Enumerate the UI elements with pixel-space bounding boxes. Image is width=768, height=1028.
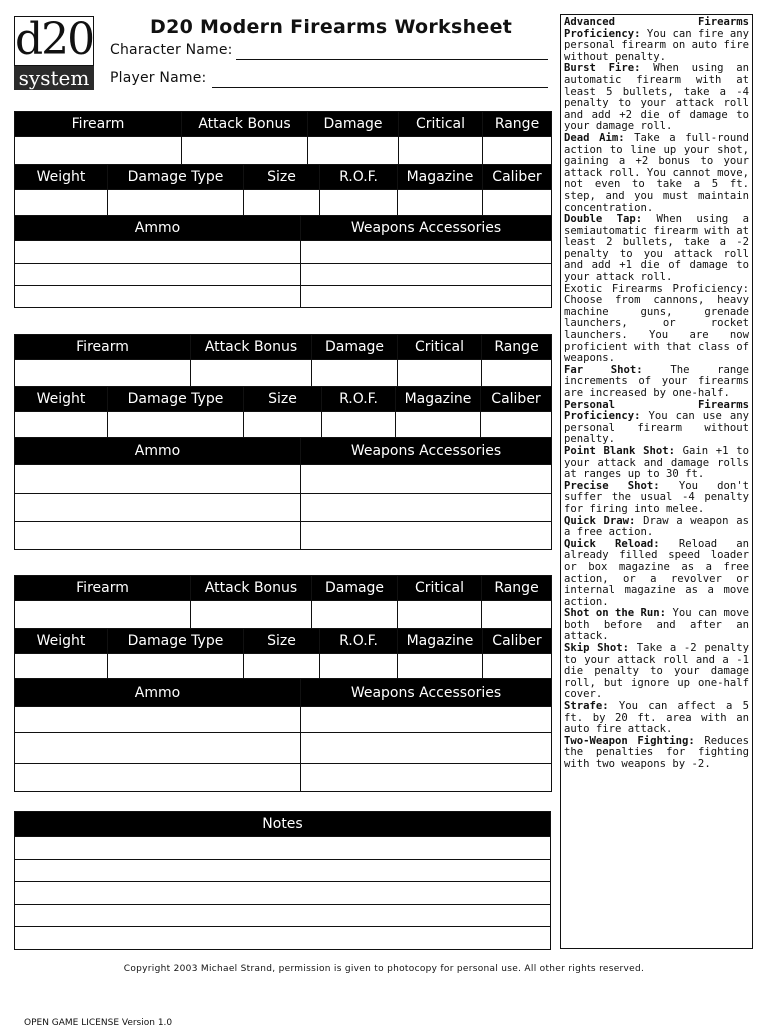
firearm-block-3-ammo [14,678,552,792]
damage-cell[interactable] [308,137,399,165]
header-critical: Critical [398,576,482,601]
header-accessories: Weapons Accessories [301,679,552,707]
feat-description: When using an automatic firearm with at least 5 bullets, take a -4 penalty to your attack roll and add +2 die of damage to your damage roll. [564,62,749,133]
attack-bonus-cell[interactable] [191,601,312,629]
accessory-cell[interactable] [301,494,552,522]
damage-type-cell[interactable] [108,412,244,438]
feat-entry [564,400,749,446]
feat-entry [564,284,749,365]
feat-description: Draw a weapon as a free action. [564,514,749,539]
header-range: Range [482,576,552,601]
critical-cell[interactable] [398,601,482,629]
firearm-block-2-ammo [14,437,552,550]
feat-entry [564,539,749,609]
firearm-block-2 [14,334,552,387]
header-magazine: Magazine [398,165,483,190]
header-rof: R.O.F. [320,165,398,190]
weight-cell[interactable] [15,412,108,438]
character-name-label: Character Name: [110,42,233,58]
header-critical: Critical [398,335,482,360]
damage-cell[interactable] [312,360,398,387]
feat-entry [564,516,749,539]
firearm-block-1 [14,111,552,165]
firearm-block-1-ammo [14,215,552,308]
attack-bonus-cell[interactable] [191,360,312,387]
weight-cell[interactable] [15,654,108,679]
feat-name: Strafe: [564,700,609,713]
ammo-cell[interactable] [15,465,301,494]
firearm-block-3-stats [14,628,552,679]
notes-table [14,811,551,950]
caliber-cell[interactable] [483,190,552,216]
notes-line[interactable] [15,882,551,905]
feat-name: Shot on the Run: [564,607,667,620]
feat-name: Two-Weapon Fighting: [564,734,695,747]
accessory-cell[interactable] [301,241,552,264]
firearm-block-3 [14,575,552,629]
range-cell[interactable] [482,601,552,629]
header-ammo: Ammo [15,679,301,707]
feat-entry [564,481,749,516]
character-name-field[interactable] [236,59,548,60]
feat-description: Gain +1 to your attack and damage rolls at ranges up to 30 ft. [564,444,749,481]
feat-entry [564,214,749,284]
logo-system-text: system [14,66,94,90]
damage-type-cell[interactable] [108,190,244,216]
header-damage-type: Damage Type [108,629,244,654]
feat-name: Skip Shot: [564,642,630,655]
header-ammo: Ammo [15,438,301,465]
accessory-cell[interactable] [301,264,552,286]
page-title: D20 Modern Firearms Worksheet [150,16,513,38]
critical-cell[interactable] [398,360,482,387]
feat-description: Take a -2 penalty to your attack roll and a -1 die penalty to your damage roll, but ignore up one-half cover. [564,642,749,701]
header-damage-type: Damage Type [108,387,244,412]
feat-entry [564,446,749,481]
header-size: Size [244,629,320,654]
ogl-notice: OPEN GAME LICENSE Version 1.0 [24,1018,173,1028]
feat-entry [564,643,749,701]
header-magazine: Magazine [398,629,483,654]
header-critical: Critical [399,112,483,137]
header-range: Range [482,335,552,360]
feat-name: Double Tap: [564,213,643,226]
header-accessories: Weapons Accessories [301,216,552,241]
feat-description: Exotic Firearms Proficiency: Choose from cannons, heavy machine guns, grenade launchers, or rocket launchers. You are now proficient with that class of weapons. [564,282,749,365]
damage-type-cell[interactable] [108,654,244,679]
header-weight: Weight [15,387,108,412]
feat-entry [564,701,749,736]
header-firearm: Firearm [15,576,191,601]
notes-header: Notes [15,812,551,837]
feat-description: You can affect a 5 ft. by 20 ft. area with an auto fire attack. [564,700,749,736]
firearm-block-2-stats [14,386,552,438]
feat-description: You don't suffer the usual -4 penalty for firing into melee. [564,479,749,515]
feat-name: Quick Draw: [564,514,636,527]
size-cell[interactable] [244,412,322,438]
feat-entry [564,133,749,214]
feat-description: The range increments of your firearms are increased by one-half. [564,363,750,399]
player-name-field[interactable] [212,87,548,88]
header-range: Range [483,112,552,137]
feat-description: You can fire any personal firearm on auto fire without penalty. [564,27,749,63]
feat-description: You can move both before and after an attack. [564,607,749,643]
accessory-cell[interactable] [301,733,552,764]
accessory-cell[interactable] [301,465,552,494]
feat-description: When using a semiautomatic firearm with at least 2 bullets, take a -2 penalty to you attack roll and add +1 die of damage to your attack roll. [564,213,749,284]
header-ammo: Ammo [15,216,301,241]
header-rof: R.O.F. [322,387,396,412]
range-cell[interactable] [483,137,552,165]
accessory-cell[interactable] [301,522,552,550]
feat-entry [564,17,749,63]
header-rof: R.O.F. [320,629,398,654]
notes-line[interactable] [15,905,551,927]
feat-name: Personal Firearms Proficiency: [564,398,749,423]
feat-description: You can use any personal firearm without penalty. [564,410,749,446]
feat-entry [564,736,749,771]
header-accessories: Weapons Accessories [301,438,552,465]
magazine-cell[interactable] [398,190,483,216]
size-cell[interactable] [244,654,320,679]
ammo-cell[interactable] [15,264,301,286]
header-attack-bonus: Attack Bonus [191,576,312,601]
firearm-cell[interactable] [15,137,182,165]
header-damage: Damage [308,112,399,137]
player-name-label: Player Name: [110,70,207,86]
ammo-cell[interactable] [15,241,301,264]
damage-cell[interactable] [312,601,398,629]
range-cell[interactable] [482,360,552,387]
attack-bonus-cell[interactable] [182,137,308,165]
accessory-cell[interactable] [301,764,552,792]
accessory-cell[interactable] [301,707,552,733]
header-caliber: Caliber [483,629,552,654]
header-weight: Weight [15,629,108,654]
feat-name: Dead Aim: [564,131,625,144]
magazine-cell[interactable] [396,412,481,438]
header-weight: Weight [15,165,108,190]
notes-line[interactable] [15,860,551,882]
ammo-cell[interactable] [15,733,301,764]
header-magazine: Magazine [396,387,481,412]
size-cell[interactable] [244,190,320,216]
feat-entry [564,365,749,400]
feat-name: Burst Fire: [564,62,641,75]
header-damage-type: Damage Type [108,165,244,190]
caliber-cell[interactable] [483,654,552,679]
firearm-cell[interactable] [15,601,191,629]
header-damage: Damage [312,576,398,601]
d20-system-logo [14,16,94,90]
firearm-cell[interactable] [15,360,191,387]
header-size: Size [244,165,320,190]
rof-cell[interactable] [320,190,398,216]
feat-entry [564,608,749,643]
header-firearm: Firearm [15,335,191,360]
notes-line[interactable] [15,837,551,860]
feat-description: Reload an already filled speed loader or box magazine as a free action, or a revolver or internal magazine as a move action. [564,537,749,608]
feat-description: Reduces the penalties for fighting with two weapons by -2. [564,734,749,770]
header-attack-bonus: Attack Bonus [191,335,312,360]
header-caliber: Caliber [483,165,552,190]
feat-description: Take a full-round action to line up your shot, gaining a +2 bonus to your attack roll. You cannot move, not even to take a 5 ft. step, and you must maintain concentration. [564,131,749,214]
notes-line[interactable] [15,927,551,950]
ammo-cell[interactable] [15,494,301,522]
header-caliber: Caliber [481,387,552,412]
ammo-cell[interactable] [15,764,301,792]
feat-name: Precise Shot: [564,479,660,492]
feat-name: Advanced Firearms Proficiency: [564,16,749,40]
critical-cell[interactable] [399,137,483,165]
magazine-cell[interactable] [398,654,483,679]
copyright-notice: Copyright 2003 Michael Strand, permission is given to photocopy for personal use. All other rights reserved. [123,964,645,974]
header-firearm: Firearm [15,112,182,137]
feat-name: Quick Reload: [564,537,660,550]
caliber-cell[interactable] [481,412,552,438]
rof-cell[interactable] [322,412,396,438]
header-attack-bonus: Attack Bonus [182,112,308,137]
feats-reference-panel [560,14,753,949]
ammo-cell[interactable] [15,522,301,550]
feat-name: Far Shot: [564,363,643,376]
ammo-cell[interactable] [15,707,301,733]
feat-name: Point Blank Shot: [564,444,675,457]
ammo-cell[interactable] [15,286,301,308]
feat-entry [564,63,749,133]
header-size: Size [244,387,322,412]
accessory-cell[interactable] [301,286,552,308]
weight-cell[interactable] [15,190,108,216]
logo-d20-text: d20 [15,14,94,65]
header-damage: Damage [312,335,398,360]
rof-cell[interactable] [320,654,398,679]
firearm-block-1-stats [14,164,552,216]
